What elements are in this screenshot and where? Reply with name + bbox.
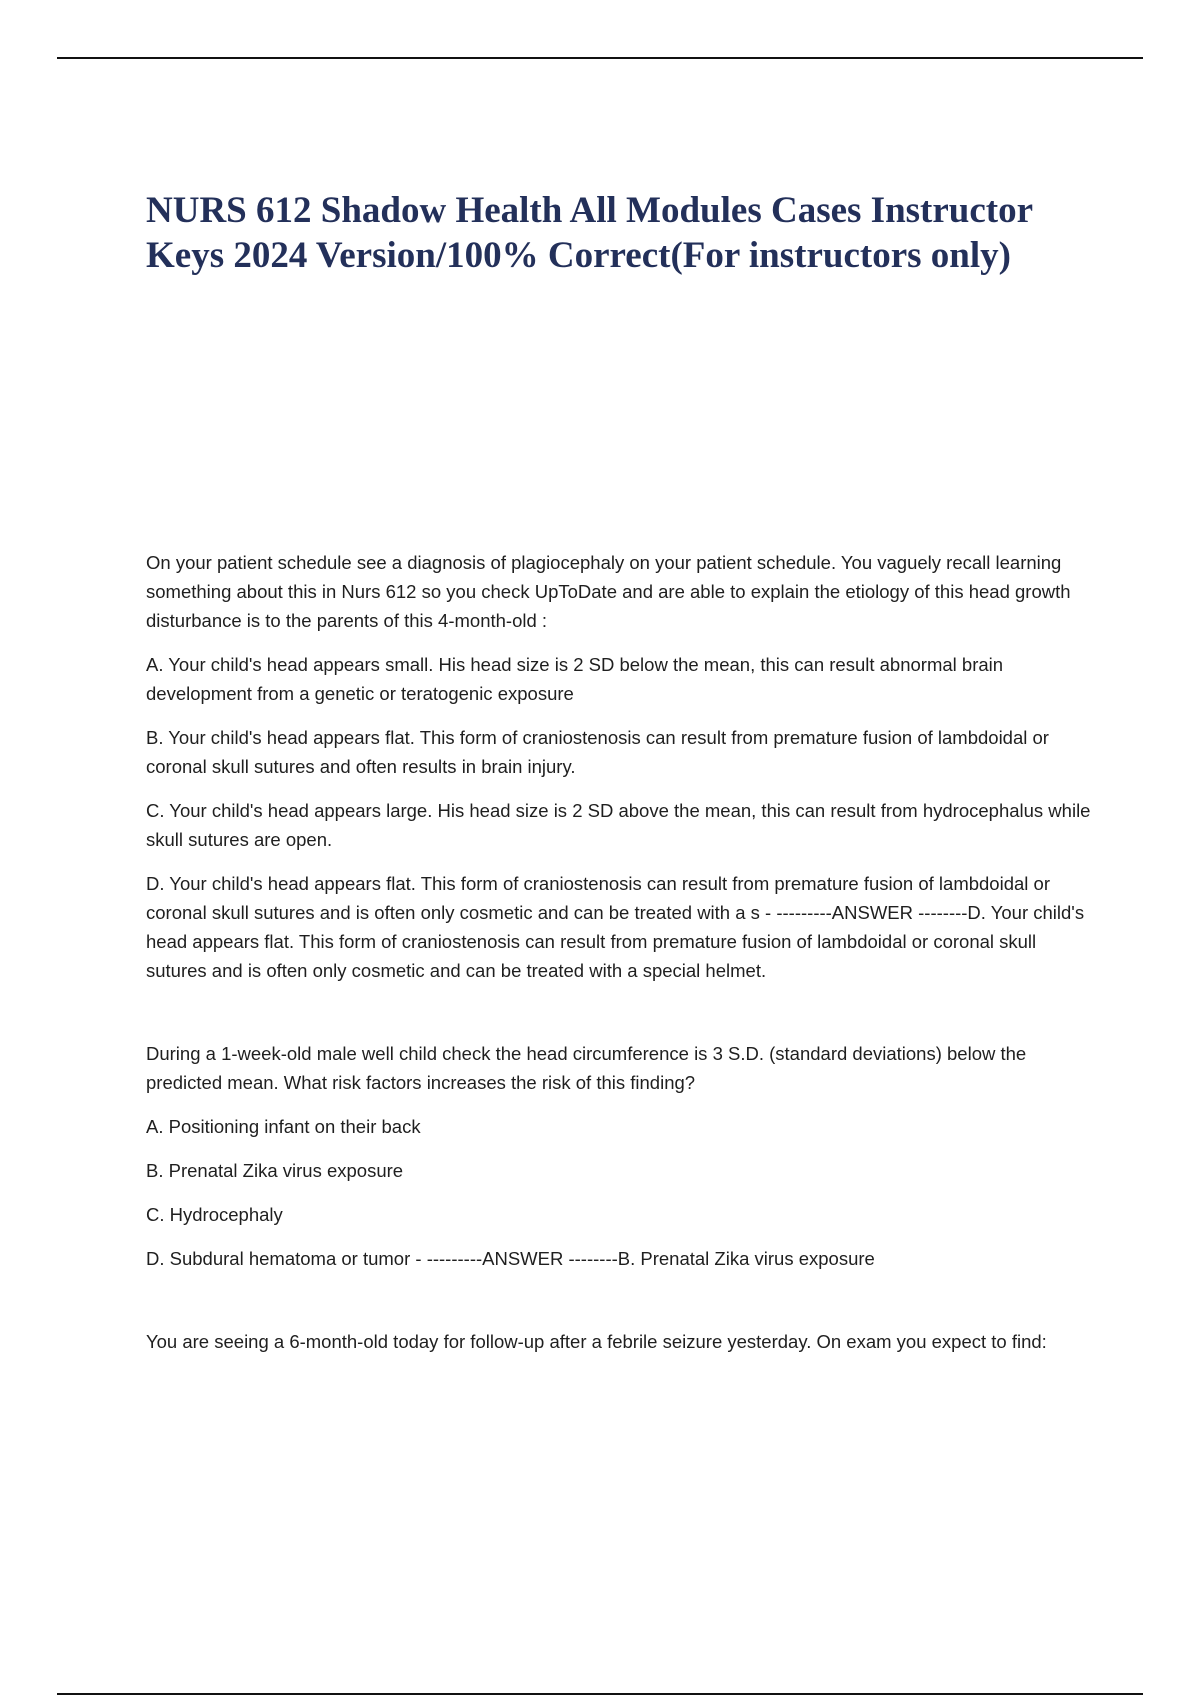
question-2 [146,1039,1098,1273]
question-3-stem: You are seeing a 6-month-old today for follow-up after a febrile seizure yesterday. On exam you expect to find: [146,1331,1047,1352]
question-1-option-d-answer: D. Your child's head appears flat. This form of craniostenosis can result from premature fusion of lambdoidal or coronal skull sutures and is often only cosmetic and can be treated with a s - ---------ANSWER --------D. Your child's head appears flat. This form of craniostenosis can result from premature fusion of lambdoidal or coronal skull sutures and is often only cosmetic and can be treated with a special helmet. [146,873,1085,981]
top-rule [57,57,1143,59]
question-1-option-c: C. Your child's head appears large. His head size is 2 SD above the mean, this can result from hydrocephalus while skull sutures are open. [146,800,1091,850]
question-3 [146,1327,1098,1356]
question-2-option-a: A. Positioning infant on their back [146,1116,421,1137]
question-1-stem: On your patient schedule see a diagnosis of plagiocephaly on your patient schedule. You vaguely recall learning something about this in Nurs 612 so you check UpToDate and are able to explain the etiology of this head growth disturbance is to the parents of this 4-month-old : [146,552,1071,631]
question-1-option-b: B. Your child's head appears flat. This form of craniostenosis can result from premature fusion of lambdoidal or coronal skull sutures and often results in brain injury. [146,727,1049,777]
question-1 [146,548,1098,985]
question-2-option-c: C. Hydrocephaly [146,1204,283,1225]
question-2-stem: During a 1-week-old male well child check the head circumference is 3 S.D. (standard deviations) below the predicted mean. What risk factors increases the risk of this finding? [146,1043,1027,1093]
question-2-option-d-answer: D. Subdural hematoma or tumor - ---------ANSWER --------B. Prenatal Zika virus exposure [146,1248,875,1269]
questions-section [146,548,1098,1356]
bottom-rule [57,1693,1143,1695]
question-1-option-a: A. Your child's head appears small. His head size is 2 SD below the mean, this can result abnormal brain development from a genetic or teratogenic exposure [146,654,1004,704]
document-title: NURS 612 Shadow Health All Modules Cases Instructor Keys 2024 Version/100% Correct(For instructors only) [146,190,1033,276]
question-2-option-b: B. Prenatal Zika virus exposure [146,1160,404,1181]
